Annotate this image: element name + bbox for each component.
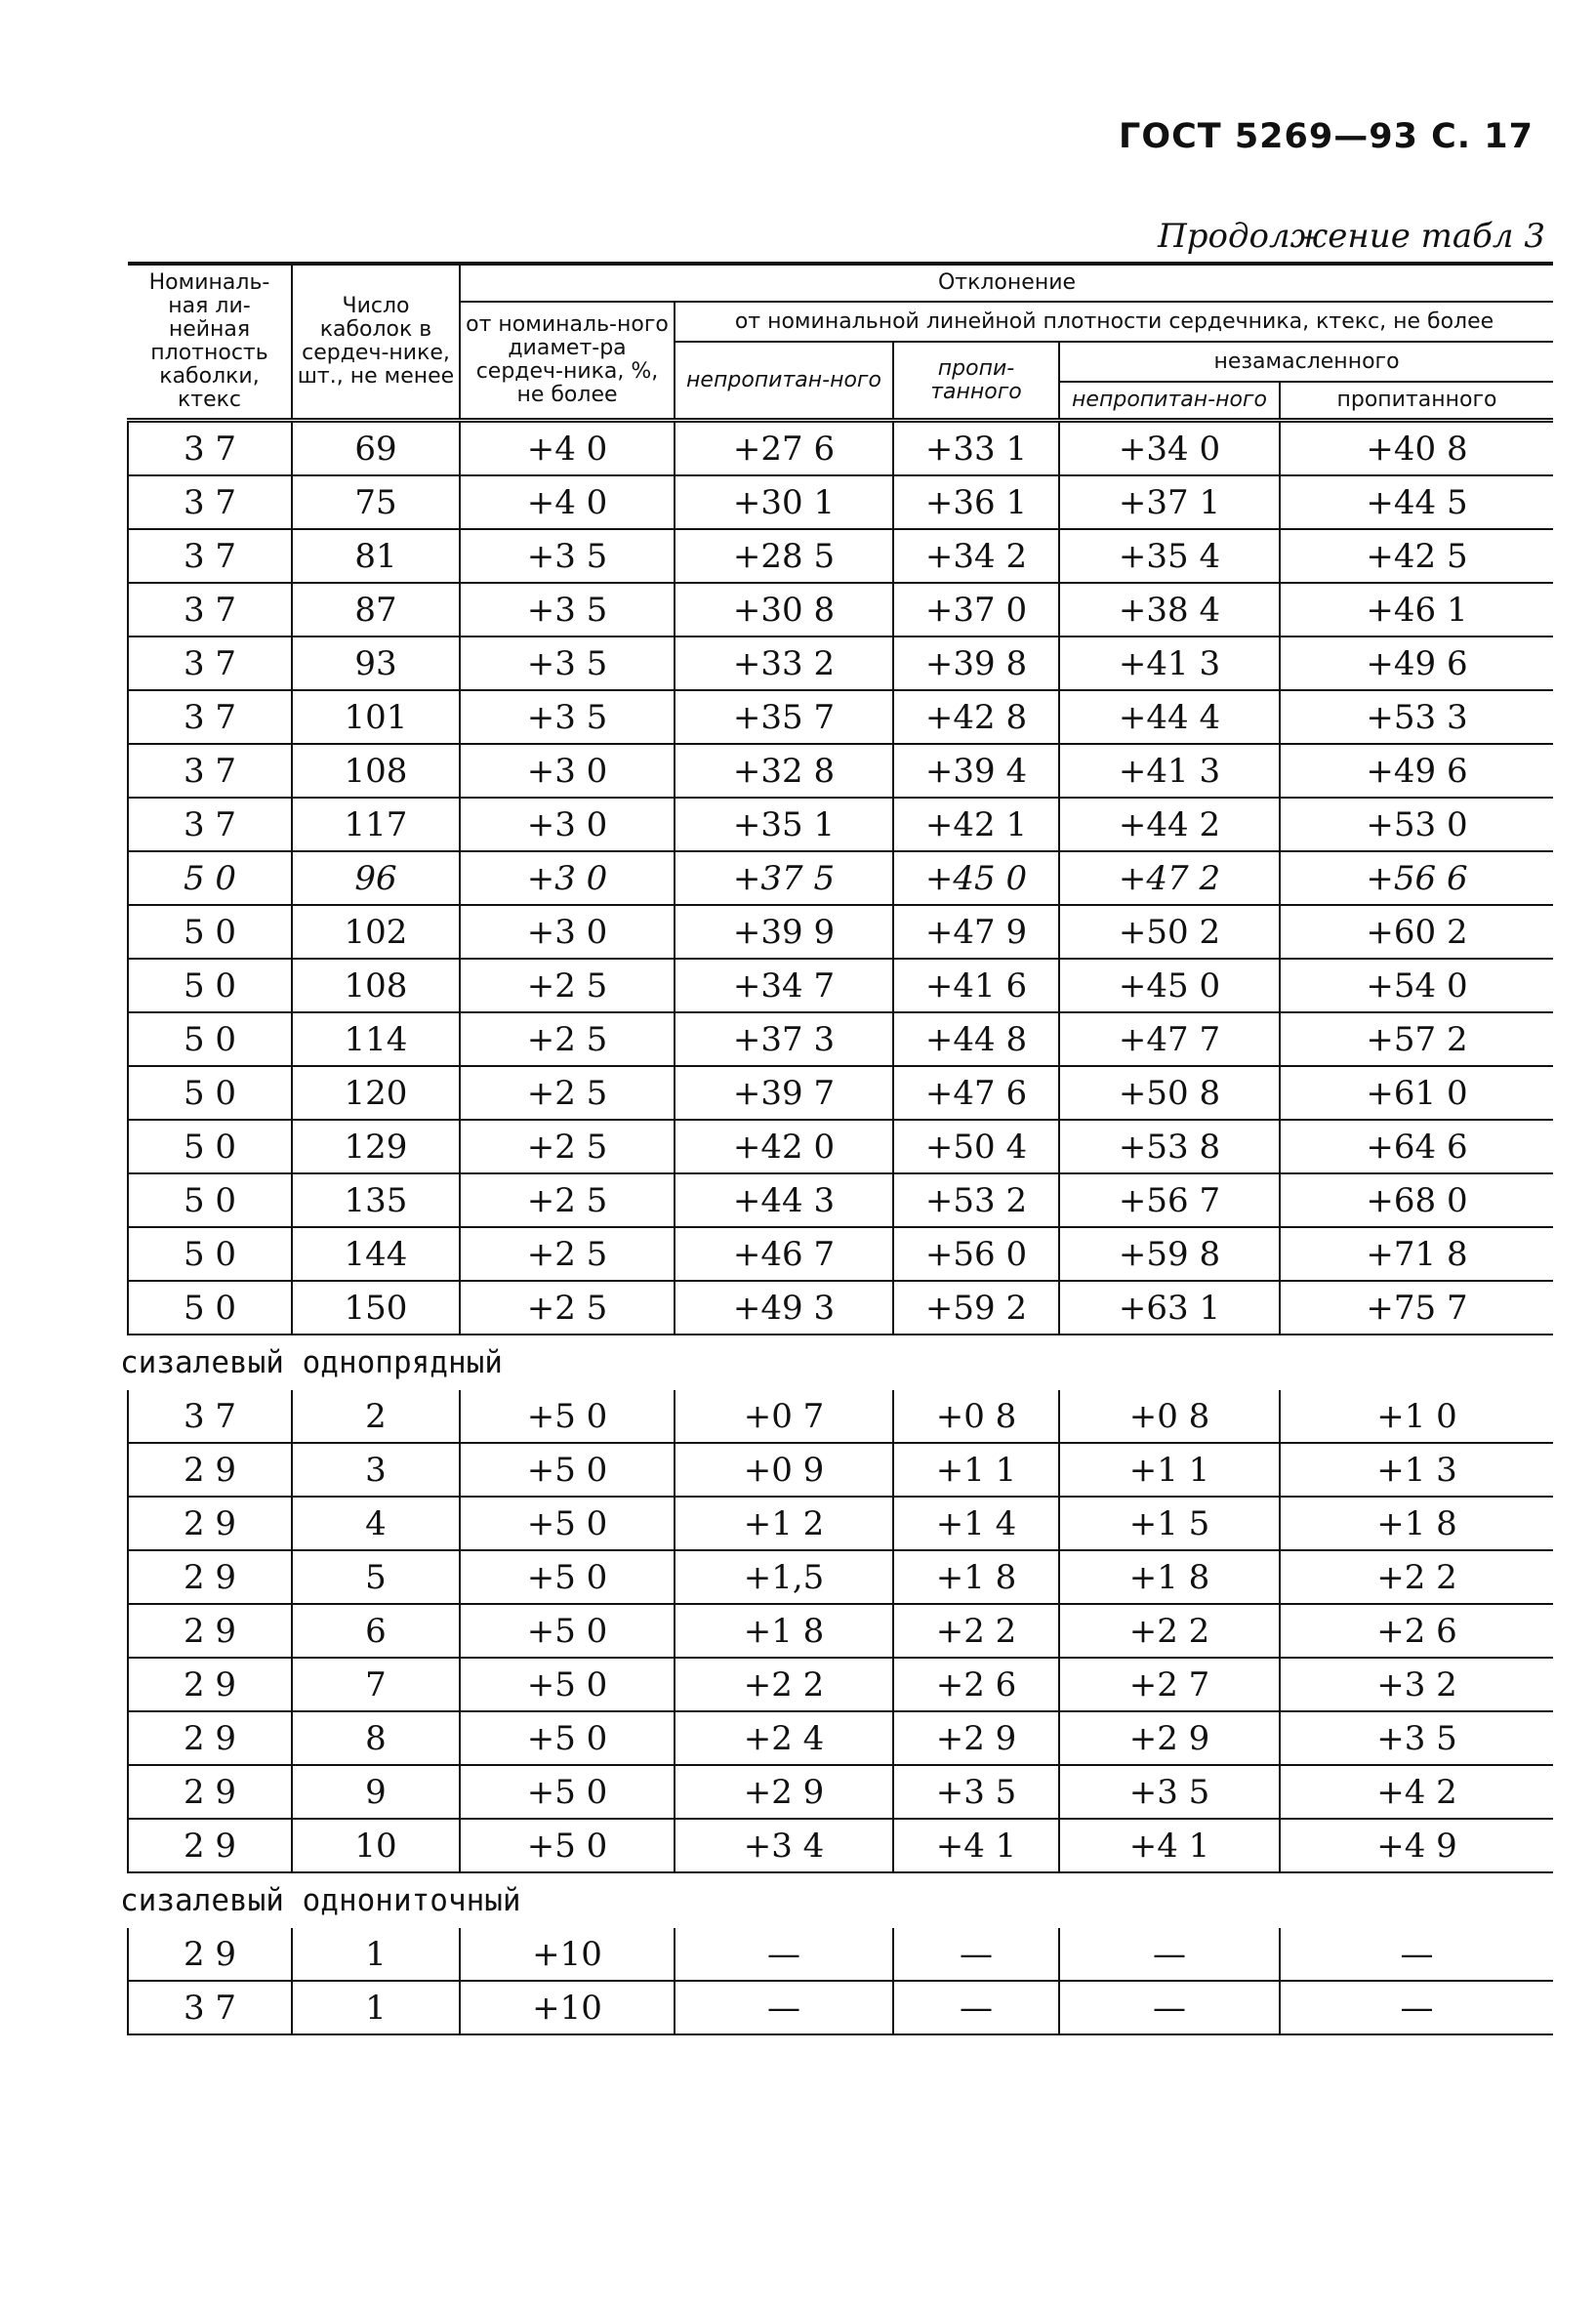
cell-impregnated: +1 1: [893, 1443, 1059, 1497]
cell-non-impregnated: +35 1: [675, 798, 893, 851]
cell-unoiled-impregnated: +2 2: [1280, 1550, 1553, 1604]
cell-count: 2: [292, 1390, 460, 1443]
header-count: Число каболок в сердеч-нике, шт., не менее: [292, 264, 460, 421]
cell-unoiled-impregnated: +54 0: [1280, 959, 1553, 1012]
table-row: [128, 1281, 1553, 1335]
cell-count: 87: [292, 583, 460, 637]
cell-diameter-dev: +5 0: [460, 1765, 675, 1819]
table-row: [128, 1443, 1553, 1497]
cell-count: 101: [292, 690, 460, 744]
cell-unoiled-impregnated: +42 5: [1280, 529, 1553, 583]
header-unoiled-non-impregnated: непропитан-ного: [1059, 382, 1280, 421]
cell-unoiled-non-impregnated: +47 2: [1059, 851, 1280, 905]
cell-count: 102: [292, 905, 460, 959]
cell-diameter-dev: +10: [460, 1928, 675, 1981]
cell-count: 8: [292, 1711, 460, 1765]
cell-non-impregnated: +42 0: [675, 1120, 893, 1173]
cell-nominal-density: 3 7: [128, 798, 292, 851]
cell-diameter-dev: +3 0: [460, 798, 675, 851]
cell-impregnated: +59 2: [893, 1281, 1059, 1335]
cell-impregnated: +0 8: [893, 1390, 1059, 1443]
table-row: [128, 529, 1553, 583]
table-row: [128, 1390, 1553, 1443]
cell-nominal-density: 5 0: [128, 1173, 292, 1227]
cell-count: 114: [292, 1012, 460, 1066]
cell-non-impregnated: +27 6: [675, 421, 893, 476]
cell-diameter-dev: +2 5: [460, 1173, 675, 1227]
cell-impregnated: +37 0: [893, 583, 1059, 637]
cell-count: 9: [292, 1765, 460, 1819]
cell-nominal-density: 5 0: [128, 1012, 292, 1066]
cell-non-impregnated: +33 2: [675, 637, 893, 690]
cell-unoiled-impregnated: +53 3: [1280, 690, 1553, 744]
cell-unoiled-non-impregnated: +37 1: [1059, 475, 1280, 529]
cell-count: 1: [292, 1928, 460, 1981]
cell-diameter-dev: +2 5: [460, 1120, 675, 1173]
header-nominal-density: Номиналь-ная ли-нейная плотность каболки, ктекс: [128, 264, 292, 421]
cell-unoiled-impregnated: +3 5: [1280, 1711, 1553, 1765]
cell-diameter-dev: +5 0: [460, 1819, 675, 1872]
cell-unoiled-non-impregnated: —: [1059, 1928, 1280, 1981]
cell-nominal-density: 5 0: [128, 1281, 292, 1335]
cell-unoiled-non-impregnated: +56 7: [1059, 1173, 1280, 1227]
cell-impregnated: +2 2: [893, 1604, 1059, 1658]
cell-unoiled-impregnated: +4 2: [1280, 1765, 1553, 1819]
cell-unoiled-non-impregnated: +41 3: [1059, 744, 1280, 798]
cell-impregnated: +1 8: [893, 1550, 1059, 1604]
table-row: [128, 421, 1553, 476]
cell-impregnated: +53 2: [893, 1173, 1059, 1227]
cell-diameter-dev: +3 5: [460, 637, 675, 690]
table-row: [128, 1012, 1553, 1066]
cell-unoiled-non-impregnated: +35 4: [1059, 529, 1280, 583]
cell-impregnated: +41 6: [893, 959, 1059, 1012]
deviation-table: [120, 262, 1552, 2035]
table-row: [128, 1497, 1553, 1550]
cell-impregnated: +4 1: [893, 1819, 1059, 1872]
cell-impregnated: +45 0: [893, 851, 1059, 905]
cell-non-impregnated: +1 2: [675, 1497, 893, 1550]
cell-nominal-density: 2 9: [128, 1443, 292, 1497]
cell-impregnated: +39 4: [893, 744, 1059, 798]
cell-unoiled-impregnated: +40 8: [1280, 421, 1553, 476]
cell-unoiled-non-impregnated: +0 8: [1059, 1390, 1280, 1443]
cell-count: 150: [292, 1281, 460, 1335]
cell-diameter-dev: +3 5: [460, 529, 675, 583]
cell-non-impregnated: +2 9: [675, 1765, 893, 1819]
table-row: [128, 690, 1553, 744]
cell-unoiled-non-impregnated: +47 7: [1059, 1012, 1280, 1066]
cell-non-impregnated: +32 8: [675, 744, 893, 798]
cell-count: 4: [292, 1497, 460, 1550]
cell-unoiled-non-impregnated: +44 2: [1059, 798, 1280, 851]
cell-diameter-dev: +4 0: [460, 475, 675, 529]
cell-nominal-density: 5 0: [128, 1227, 292, 1281]
cell-unoiled-non-impregnated: +50 2: [1059, 905, 1280, 959]
cell-nominal-density: 5 0: [128, 1120, 292, 1173]
cell-unoiled-non-impregnated: +53 8: [1059, 1120, 1280, 1173]
data-table: [120, 262, 1553, 2035]
cell-count: 81: [292, 529, 460, 583]
cell-unoiled-impregnated: +68 0: [1280, 1173, 1553, 1227]
table-row: [128, 744, 1553, 798]
cell-unoiled-non-impregnated: +1 8: [1059, 1550, 1280, 1604]
cell-count: 108: [292, 744, 460, 798]
cell-impregnated: +39 8: [893, 637, 1059, 690]
cell-unoiled-non-impregnated: +1 1: [1059, 1443, 1280, 1497]
cell-count: 108: [292, 959, 460, 1012]
cell-unoiled-non-impregnated: +2 7: [1059, 1658, 1280, 1711]
table-row: [128, 905, 1553, 959]
cell-diameter-dev: +5 0: [460, 1658, 675, 1711]
table-row: [128, 959, 1553, 1012]
cell-count: 135: [292, 1173, 460, 1227]
cell-unoiled-impregnated: —: [1280, 1928, 1553, 1981]
table-row: [128, 583, 1553, 637]
table-caption: Продолжение табл 3: [1158, 217, 1545, 256]
cell-unoiled-non-impregnated: +2 2: [1059, 1604, 1280, 1658]
cell-count: 69: [292, 421, 460, 476]
header-unoiled: незамасленного: [1059, 342, 1553, 382]
cell-non-impregnated: +37 3: [675, 1012, 893, 1066]
cell-diameter-dev: +5 0: [460, 1711, 675, 1765]
cell-impregnated: —: [893, 1981, 1059, 2034]
cell-unoiled-impregnated: +1 3: [1280, 1443, 1553, 1497]
section-row: [128, 1872, 1553, 1928]
cell-nominal-density: 3 7: [128, 1390, 292, 1443]
cell-unoiled-impregnated: +75 7: [1280, 1281, 1553, 1335]
header-unoiled-impregnated: пропитанного: [1280, 382, 1553, 421]
cell-nominal-density: 2 9: [128, 1550, 292, 1604]
cell-unoiled-non-impregnated: +50 8: [1059, 1066, 1280, 1120]
cell-unoiled-impregnated: +56 6: [1280, 851, 1553, 905]
cell-diameter-dev: +5 0: [460, 1443, 675, 1497]
cell-unoiled-impregnated: +3 2: [1280, 1658, 1553, 1711]
cell-impregnated: +56 0: [893, 1227, 1059, 1281]
cell-unoiled-non-impregnated: +44 4: [1059, 690, 1280, 744]
cell-impregnated: +42 8: [893, 690, 1059, 744]
cell-unoiled-non-impregnated: +34 0: [1059, 421, 1280, 476]
cell-nominal-density: 2 9: [128, 1819, 292, 1872]
table-row: [128, 1550, 1553, 1604]
cell-diameter-dev: +10: [460, 1981, 675, 2034]
cell-non-impregnated: +0 9: [675, 1443, 893, 1497]
cell-count: 129: [292, 1120, 460, 1173]
cell-impregnated: +2 6: [893, 1658, 1059, 1711]
cell-non-impregnated: +3 4: [675, 1819, 893, 1872]
table-row: [128, 1765, 1553, 1819]
table-row: [128, 1173, 1553, 1227]
cell-diameter-dev: +2 5: [460, 1012, 675, 1066]
cell-nominal-density: 2 9: [128, 1497, 292, 1550]
cell-nominal-density: 5 0: [128, 851, 292, 905]
cell-unoiled-impregnated: +2 6: [1280, 1604, 1553, 1658]
cell-impregnated: +3 5: [893, 1765, 1059, 1819]
cell-unoiled-impregnated: +61 0: [1280, 1066, 1553, 1120]
table-row: [128, 1066, 1553, 1120]
cell-nominal-density: 3 7: [128, 475, 292, 529]
table-body: [120, 421, 1553, 2035]
cell-impregnated: +42 1: [893, 798, 1059, 851]
table-row: [128, 1227, 1553, 1281]
cell-diameter-dev: +5 0: [460, 1604, 675, 1658]
cell-unoiled-non-impregnated: +63 1: [1059, 1281, 1280, 1335]
cell-non-impregnated: +0 7: [675, 1390, 893, 1443]
header-linear-density: от номинальной линейной плотности сердечника, ктекс, не более: [675, 302, 1553, 342]
cell-unoiled-impregnated: +46 1: [1280, 583, 1553, 637]
cell-non-impregnated: +49 3: [675, 1281, 893, 1335]
table-row: [128, 1711, 1553, 1765]
cell-unoiled-impregnated: +60 2: [1280, 905, 1553, 959]
cell-count: 10: [292, 1819, 460, 1872]
cell-non-impregnated: +1 8: [675, 1604, 893, 1658]
cell-non-impregnated: +39 7: [675, 1066, 893, 1120]
cell-impregnated: +2 9: [893, 1711, 1059, 1765]
cell-unoiled-impregnated: +49 6: [1280, 637, 1553, 690]
cell-diameter-dev: +3 5: [460, 690, 675, 744]
cell-non-impregnated: +28 5: [675, 529, 893, 583]
cell-impregnated: +1 4: [893, 1497, 1059, 1550]
cell-diameter-dev: +2 5: [460, 1066, 675, 1120]
cell-count: 120: [292, 1066, 460, 1120]
cell-nominal-density: 2 9: [128, 1765, 292, 1819]
cell-count: 1: [292, 1981, 460, 2034]
cell-diameter-dev: +5 0: [460, 1550, 675, 1604]
cell-nominal-density: 2 9: [128, 1928, 292, 1981]
cell-nominal-density: 2 9: [128, 1711, 292, 1765]
cell-unoiled-impregnated: +44 5: [1280, 475, 1553, 529]
cell-unoiled-non-impregnated: +41 3: [1059, 637, 1280, 690]
cell-nominal-density: 3 7: [128, 421, 292, 476]
cell-impregnated: +36 1: [893, 475, 1059, 529]
cell-unoiled-impregnated: +71 8: [1280, 1227, 1553, 1281]
cell-nominal-density: 5 0: [128, 1066, 292, 1120]
cell-diameter-dev: +4 0: [460, 421, 675, 476]
cell-count: 3: [292, 1443, 460, 1497]
cell-unoiled-non-impregnated: —: [1059, 1981, 1280, 2034]
cell-count: 96: [292, 851, 460, 905]
cell-nominal-density: 3 7: [128, 690, 292, 744]
table-row: [128, 1604, 1553, 1658]
cell-non-impregnated: +34 7: [675, 959, 893, 1012]
cell-count: 5: [292, 1550, 460, 1604]
cell-unoiled-non-impregnated: +45 0: [1059, 959, 1280, 1012]
cell-nominal-density: 3 7: [128, 1981, 292, 2034]
section-title: сизалевый однопрядный: [120, 1345, 503, 1380]
cell-impregnated: +47 9: [893, 905, 1059, 959]
cell-count: 75: [292, 475, 460, 529]
cell-impregnated: +33 1: [893, 421, 1059, 476]
cell-unoiled-impregnated: +53 0: [1280, 798, 1553, 851]
cell-diameter-dev: +3 5: [460, 583, 675, 637]
cell-non-impregnated: +35 7: [675, 690, 893, 744]
header-impregnated: пропи-танного: [893, 342, 1059, 421]
cell-count: 144: [292, 1227, 460, 1281]
cell-unoiled-impregnated: +64 6: [1280, 1120, 1553, 1173]
table-row: [128, 1120, 1553, 1173]
cell-non-impregnated: +44 3: [675, 1173, 893, 1227]
cell-diameter-dev: +3 0: [460, 851, 675, 905]
cell-unoiled-impregnated: +4 9: [1280, 1819, 1553, 1872]
table-row: [128, 1658, 1553, 1711]
cell-impregnated: +47 6: [893, 1066, 1059, 1120]
cell-non-impregnated: +46 7: [675, 1227, 893, 1281]
cell-non-impregnated: +30 1: [675, 475, 893, 529]
cell-impregnated: +44 8: [893, 1012, 1059, 1066]
cell-non-impregnated: +1,5: [675, 1550, 893, 1604]
cell-count: 93: [292, 637, 460, 690]
cell-unoiled-non-impregnated: +59 8: [1059, 1227, 1280, 1281]
cell-unoiled-impregnated: —: [1280, 1981, 1553, 2034]
cell-impregnated: +50 4: [893, 1120, 1059, 1173]
cell-non-impregnated: —: [675, 1981, 893, 2034]
cell-non-impregnated: +2 4: [675, 1711, 893, 1765]
cell-unoiled-impregnated: +57 2: [1280, 1012, 1553, 1066]
table-row: [128, 1819, 1553, 1872]
cell-non-impregnated: +30 8: [675, 583, 893, 637]
cell-nominal-density: 5 0: [128, 905, 292, 959]
cell-impregnated: —: [893, 1928, 1059, 1981]
cell-nominal-density: 3 7: [128, 744, 292, 798]
page-header: ГОСТ 5269—93 С. 17: [1119, 117, 1534, 156]
cell-impregnated: +34 2: [893, 529, 1059, 583]
cell-non-impregnated: +2 2: [675, 1658, 893, 1711]
table-row: [128, 851, 1553, 905]
cell-unoiled-non-impregnated: +3 5: [1059, 1765, 1280, 1819]
cell-nominal-density: 2 9: [128, 1604, 292, 1658]
table-row: [128, 637, 1553, 690]
section-title: сизалевый однониточный: [120, 1883, 521, 1918]
cell-count: 117: [292, 798, 460, 851]
cell-unoiled-impregnated: +1 0: [1280, 1390, 1553, 1443]
cell-non-impregnated: —: [675, 1928, 893, 1981]
header-diameter: от номиналь-ного диамет-ра сердеч-ника, %, не более: [460, 302, 675, 421]
cell-diameter-dev: +3 0: [460, 905, 675, 959]
cell-unoiled-non-impregnated: +1 5: [1059, 1497, 1280, 1550]
cell-count: 6: [292, 1604, 460, 1658]
table-row: [128, 1928, 1553, 1981]
header-deviation: Отклонение: [460, 264, 1553, 302]
cell-diameter-dev: +5 0: [460, 1497, 675, 1550]
section-row: [128, 1335, 1553, 1390]
cell-nominal-density: 3 7: [128, 583, 292, 637]
cell-nominal-density: 3 7: [128, 529, 292, 583]
cell-unoiled-impregnated: +49 6: [1280, 744, 1553, 798]
cell-diameter-dev: +3 0: [460, 744, 675, 798]
cell-diameter-dev: +2 5: [460, 959, 675, 1012]
cell-diameter-dev: +2 5: [460, 1227, 675, 1281]
cell-diameter-dev: +5 0: [460, 1390, 675, 1443]
cell-count: 7: [292, 1658, 460, 1711]
cell-diameter-dev: +2 5: [460, 1281, 675, 1335]
cell-unoiled-non-impregnated: +4 1: [1059, 1819, 1280, 1872]
cell-unoiled-impregnated: +1 8: [1280, 1497, 1553, 1550]
header-non-impregnated: непропитан-ного: [675, 342, 893, 421]
table-row: [128, 475, 1553, 529]
cell-nominal-density: 5 0: [128, 959, 292, 1012]
table-row: [128, 1981, 1553, 2034]
cell-non-impregnated: +39 9: [675, 905, 893, 959]
cell-nominal-density: 2 9: [128, 1658, 292, 1711]
cell-unoiled-non-impregnated: +2 9: [1059, 1711, 1280, 1765]
cell-non-impregnated: +37 5: [675, 851, 893, 905]
table-row: [128, 798, 1553, 851]
cell-nominal-density: 3 7: [128, 637, 292, 690]
cell-unoiled-non-impregnated: +38 4: [1059, 583, 1280, 637]
